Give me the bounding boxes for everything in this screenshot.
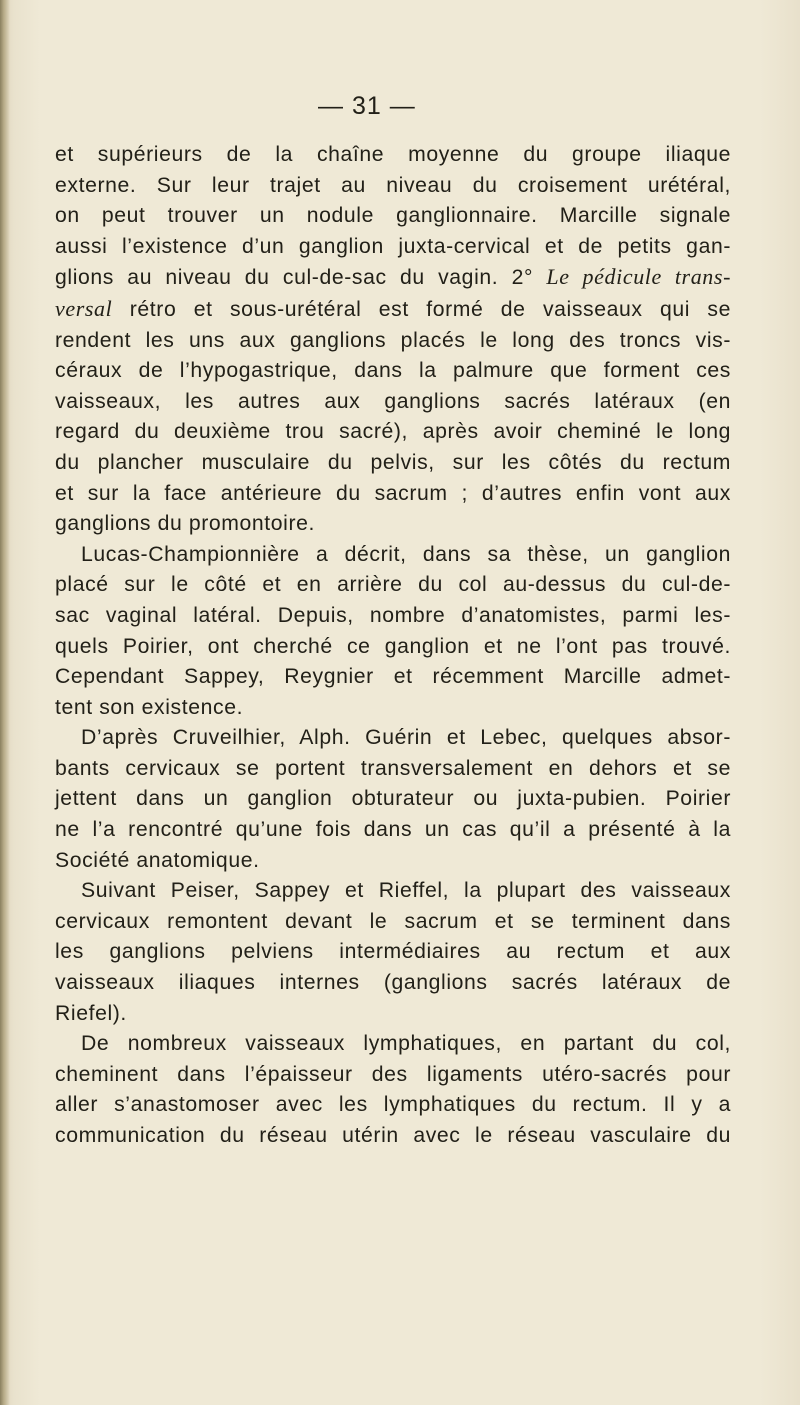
text-line: ne l’a rencontré qu’une fois dans un cas qu’il a présenté à la	[55, 818, 731, 842]
text-line: jettent dans un ganglion obturateur ou juxta-pubien. Poirier	[55, 787, 731, 811]
text-line: cervicaux remontent devant le sacrum et se terminent dans	[55, 909, 731, 933]
italic-term: Le pédicule trans-	[546, 264, 731, 290]
binding-shadow	[0, 0, 10, 1405]
text-line: et sur la face antérieure du sacrum ; d’autres enfin vont aux	[55, 481, 731, 505]
text-line	[55, 262, 731, 294]
text-line: Suivant Peiser, Sappey et Rieffel, la plupart des vaisseaux	[81, 879, 731, 903]
text-line: bants cervicaux se portent transversalement en dehors et se	[55, 756, 731, 780]
text-line: vaisseaux, les autres aux ganglions sacrés latéraux (en	[55, 389, 731, 413]
text-line: les ganglions pelviens intermédiaires au rectum et aux	[55, 940, 731, 964]
text-segment: rétro et sous-urétéral est formé de vaisseaux qui se	[112, 297, 731, 321]
text-line: Lucas-Championnière a décrit, dans sa thèse, un ganglion	[81, 542, 731, 566]
paragraph-end-line: Riefel).	[55, 1001, 127, 1025]
text-segment: glions au niveau du cul-de-sac du vagin. 2°	[55, 266, 547, 290]
paragraph-end-line: Société anatomique.	[55, 848, 260, 872]
text-line: De nombreux vaisseaux lymphatiques, en partant du col,	[81, 1032, 731, 1056]
text-line	[55, 294, 731, 326]
paragraph-end-line: tent son existence.	[55, 695, 244, 719]
text-line: D’après Cruveilhier, Alph. Guérin et Lebec, quelques absor-	[81, 726, 731, 750]
text-line: placé sur le côté et en arrière du col au-dessus du cul-de-	[55, 573, 731, 597]
text-line: aussi l’existence d’un ganglion juxta-cervical et de petits gan-	[55, 234, 731, 258]
text-line: regard du deuxième trou sacré), après avoir cheminé le long	[55, 420, 731, 444]
italic-term: versal	[55, 295, 113, 321]
text-line: céraux de l’hypogastrique, dans la palmure que forment ces	[55, 359, 731, 383]
text-line: rendent les uns aux ganglions placés le long des troncs vis-	[55, 328, 731, 352]
text-line: vaisseaux iliaques internes (ganglions sacrés latéraux de	[55, 971, 731, 995]
text-line: Cependant Sappey, Reygnier et récemment Marcille admet-	[55, 665, 731, 689]
body-text	[55, 140, 731, 1152]
page-number: — 31 —	[318, 92, 416, 120]
paragraph-end-line: ganglions du promontoire.	[55, 512, 315, 536]
text-line: externe. Sur leur trajet au niveau du croisement urétéral,	[55, 173, 731, 197]
text-line: aller s’anastomoser avec les lymphatiques du rectum. Il y a	[55, 1093, 731, 1117]
text-line: on peut trouver un nodule ganglionnaire. Marcille signale	[55, 204, 731, 228]
text-line: du plancher musculaire du pelvis, sur les côtés du rectum	[55, 450, 731, 474]
text-line: sac vaginal latéral. Depuis, nombre d’anatomistes, parmi les-	[55, 603, 731, 627]
text-line: et supérieurs de la chaîne moyenne du groupe iliaque	[55, 143, 731, 166]
text-line: quels Poirier, ont cherché ce ganglion et ne l’ont pas trouvé.	[55, 634, 731, 658]
text-line: communication du réseau utérin avec le réseau vasculaire du	[55, 1124, 731, 1147]
text-line: cheminent dans l’épaisseur des ligaments utéro-sacrés pour	[55, 1062, 731, 1086]
